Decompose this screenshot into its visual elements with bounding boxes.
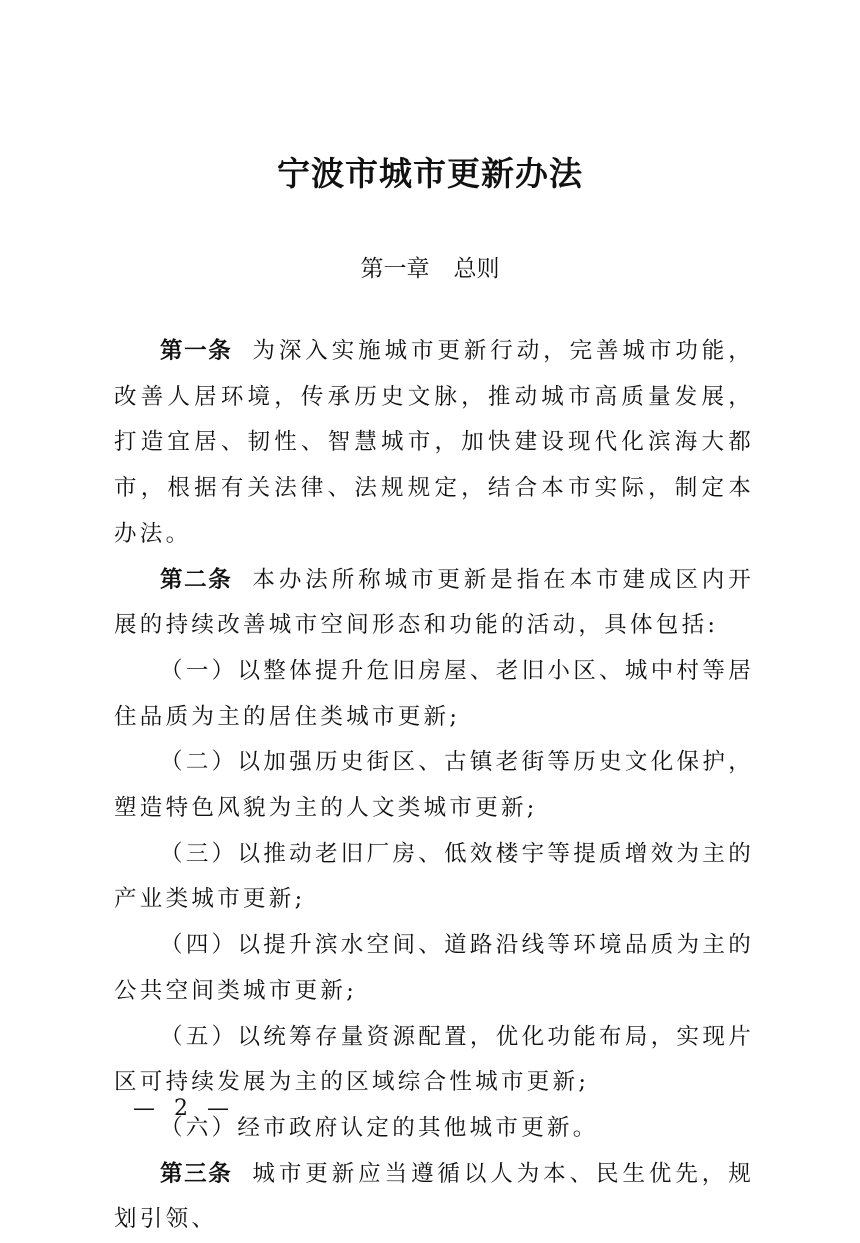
list-item-4 <box>114 923 754 1014</box>
article-3-paragraph <box>114 1152 754 1243</box>
paragraph-text: （六）经市政府认定的其他城市更新。 <box>160 1114 599 1141</box>
document-title: 宁波市城市更新办法 <box>277 154 583 193</box>
chapter-heading <box>0 250 860 283</box>
article-heading: 第一条 <box>160 338 233 364</box>
paragraph-text: （三）以推动老旧厂房、低效楼宇等提质增效为主的产业类城市更新; <box>114 840 754 913</box>
page-number: — 2 — <box>133 1096 235 1121</box>
article-2-paragraph <box>114 558 754 649</box>
list-item-5 <box>114 1015 754 1106</box>
list-item-1 <box>114 649 754 740</box>
list-item-3 <box>114 832 754 923</box>
paragraph-text: 为深入实施城市更新行动，完善城市功能，改善人居环境，传承历史文脉，推动城市高质量发展，打造宜居、韧性、智慧城市，加快建设现代化滨海大都市，根据有关法律、法规规定，结合本市实际，制定本办法。 <box>114 338 754 547</box>
chapter-name: 总则 <box>453 256 500 282</box>
chapter-number: 第一章 <box>360 256 430 282</box>
list-item-2 <box>114 740 754 831</box>
article-heading: 第三条 <box>160 1160 233 1187</box>
paragraph-text: （五）以统筹存量资源配置，优化功能布局，实现片区可持续发展为主的区域综合性城市更新; <box>114 1023 754 1096</box>
paragraph-text: （四）以提升滨水空间、道路沿线等环境品质为主的公共空间类城市更新; <box>114 932 754 1004</box>
paragraph-text: 本办法所称城市更新是指在本市建成区内开展的持续改善城市空间形态和功能的活动，具体包括: <box>114 566 754 639</box>
paragraph-text: 城市更新应当遵循以人为本、民生优先，规划引领、 <box>114 1160 754 1233</box>
article-heading: 第二条 <box>160 566 233 593</box>
paragraph-text: （一）以整体提升危旧房屋、老旧小区、城中村等居住品质为主的居住类城市更新; <box>114 657 754 730</box>
paragraph-text: （二）以加强历史街区、古镇老街等历史文化保护，塑造特色风貌为主的人文类城市更新; <box>114 749 754 822</box>
article-1-paragraph <box>114 329 754 558</box>
